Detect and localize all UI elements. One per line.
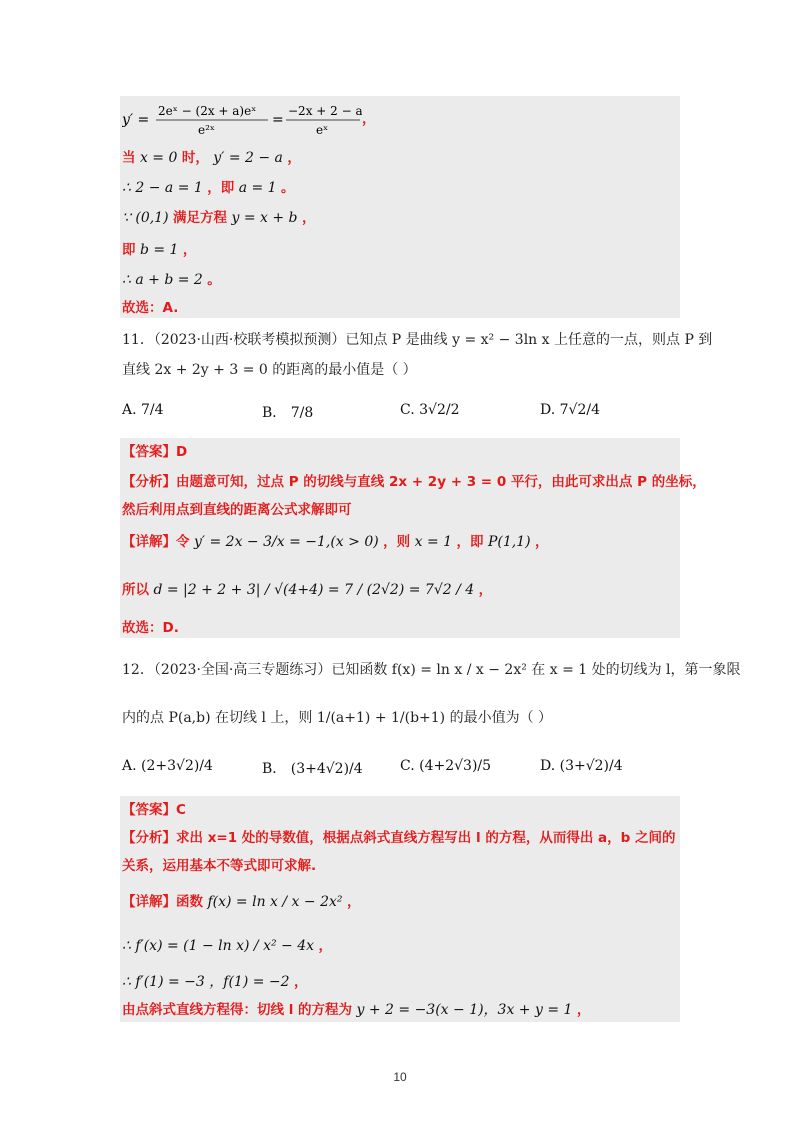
q12-stem-line1: 12．（2023·全国·高三专题练习）已知函数 f(x) = ln x / x − 2x² 在 x = 1 处的切线为 l，第一象限 (122, 662, 741, 678)
solution-line-3 (122, 178, 295, 198)
text: 满足方程 (173, 210, 227, 226)
q12-option-a: A. (2+3√2)/4 (122, 758, 213, 774)
page-number: 10 (393, 1070, 407, 1084)
q12-stem-line2: 内的点 P(a,b) 在切线 l 上，则 1/(a+1) + 1/(b+1) 的最小值为（ ） (122, 710, 553, 726)
a12-detail-2 (122, 936, 332, 956)
q11-option-d: D. 7√2/4 (540, 402, 600, 418)
q12-option-d: D. (3+√2)/4 (540, 758, 623, 774)
q12-option-b: B． (3+4√2)/4 (262, 761, 363, 777)
a11-analysis-2: 然后利用点到直线的距离公式求解即可 (122, 502, 352, 518)
math: a = 1 (238, 180, 277, 196)
derivative-formula (122, 102, 362, 136)
svg-text:−2x + 2 − a: −2x + 2 − a (288, 104, 362, 118)
math: y′ = 2 − a (213, 150, 283, 166)
solution-line-4 (122, 208, 315, 228)
text: 即 (122, 242, 136, 258)
math: b = 1 (139, 242, 179, 258)
text: ， (182, 242, 197, 258)
math: y + 2 = −3(x − 1)，3x + y = 1 (356, 1002, 573, 1018)
text: ， (535, 534, 549, 550)
solution-line-2 (122, 148, 301, 168)
q11-stem-line1: 11．（2023·山西·校联考模拟预测）已知点 P 是曲线 y = x² − 3ln x 上任意的一点，则点 P 到 (122, 332, 713, 348)
math: P(1,1) (487, 534, 531, 550)
text: ，即 (207, 180, 235, 196)
q11-option-b: B． 7/8 (262, 405, 314, 421)
svg-text:=: = (272, 112, 284, 128)
q11-option-c: C. 3√2/2 (400, 402, 460, 418)
solution-choice: 故选：A. (122, 300, 179, 316)
a11-detail (122, 532, 549, 552)
a11-distance (122, 580, 492, 600)
text: ， (301, 210, 316, 226)
math: x = 0 (139, 150, 178, 166)
text: ， (287, 150, 301, 166)
a12-answer: 【答案】C (122, 802, 186, 818)
text: 【详解】函数 (122, 894, 203, 910)
solution-line-6 (122, 270, 221, 290)
a12-analysis-1: 【分析】求出 x=1 处的导数值，根据点斜式直线方程写出 l 的方程，从而得出 a，b 之间的 (122, 830, 676, 846)
solution-line-derivative: y′ = 2eˣ − (2x + a)eˣ e²ˣ = −2x + 2 − a eˣ ， (122, 104, 376, 136)
svg-text:y′ =: y′ = (122, 112, 150, 128)
q11-stem-line2: 直线 2x + 2y + 3 = 0 的距离的最小值是（ ） (122, 362, 417, 378)
text: ， (346, 894, 361, 910)
a12-detail (122, 892, 360, 912)
a12-analysis-2: 关系，运用基本不等式即可求解. (122, 858, 317, 874)
math: ∴ 2 − a = 1 (122, 180, 203, 196)
text: ， (576, 1002, 591, 1018)
text: 。 (281, 180, 295, 196)
math: ∴ f′(x) = (1 − ln x) / x² − 4x (122, 938, 315, 954)
text: ，则 (383, 534, 411, 550)
a11-choice: 故选：D. (122, 620, 179, 636)
text: 时， (181, 150, 209, 166)
math: f(x) = ln x / x − 2x² (207, 894, 343, 910)
math: ∴ a + b = 2 (122, 272, 203, 288)
math: y = x + b (231, 210, 298, 226)
math: ∵ (0,1) (122, 210, 169, 226)
math: ∴ f′(1) = −3 ，f(1) = −2 (122, 974, 290, 990)
text: ， (318, 938, 332, 954)
text: ， (294, 974, 308, 990)
text: 当 (122, 150, 136, 166)
text: ，即 (456, 534, 484, 550)
q12-option-c: C. (4+2√3)/5 (400, 758, 492, 774)
a12-detail-4 (122, 1000, 590, 1020)
text: 【详解】令 (122, 534, 190, 550)
math: d = |2 + 2 + 3| / √(4+4) = 7 / (2√2) = 7√2 / 4 (153, 582, 475, 598)
text: 。 (207, 272, 221, 288)
svg-text:2eˣ − (2x + a)eˣ: 2eˣ − (2x + a)eˣ (158, 104, 257, 118)
math: x = 1 (414, 534, 453, 550)
text: 由点斜式直线方程得：切线 l 的方程为 (122, 1002, 353, 1018)
a11-answer: 【答案】D (122, 444, 188, 460)
a11-analysis-1: 【分析】由题意可知，过点 P 的切线与直线 2x + 2y + 3 = 0 平行，由此可求出点 P 的坐标， (122, 474, 706, 490)
svg-text:e²ˣ: e²ˣ (198, 123, 215, 136)
text: ， (478, 582, 493, 598)
math: y′ = 2x − 3/x = −1,(x > 0) (193, 534, 379, 550)
text: 所以 (122, 582, 149, 598)
a12-detail-3 (122, 972, 308, 992)
svg-text:eˣ: eˣ (316, 123, 329, 136)
solution-line-5 (122, 240, 196, 260)
q11-option-a: A. 7/4 (122, 402, 164, 418)
